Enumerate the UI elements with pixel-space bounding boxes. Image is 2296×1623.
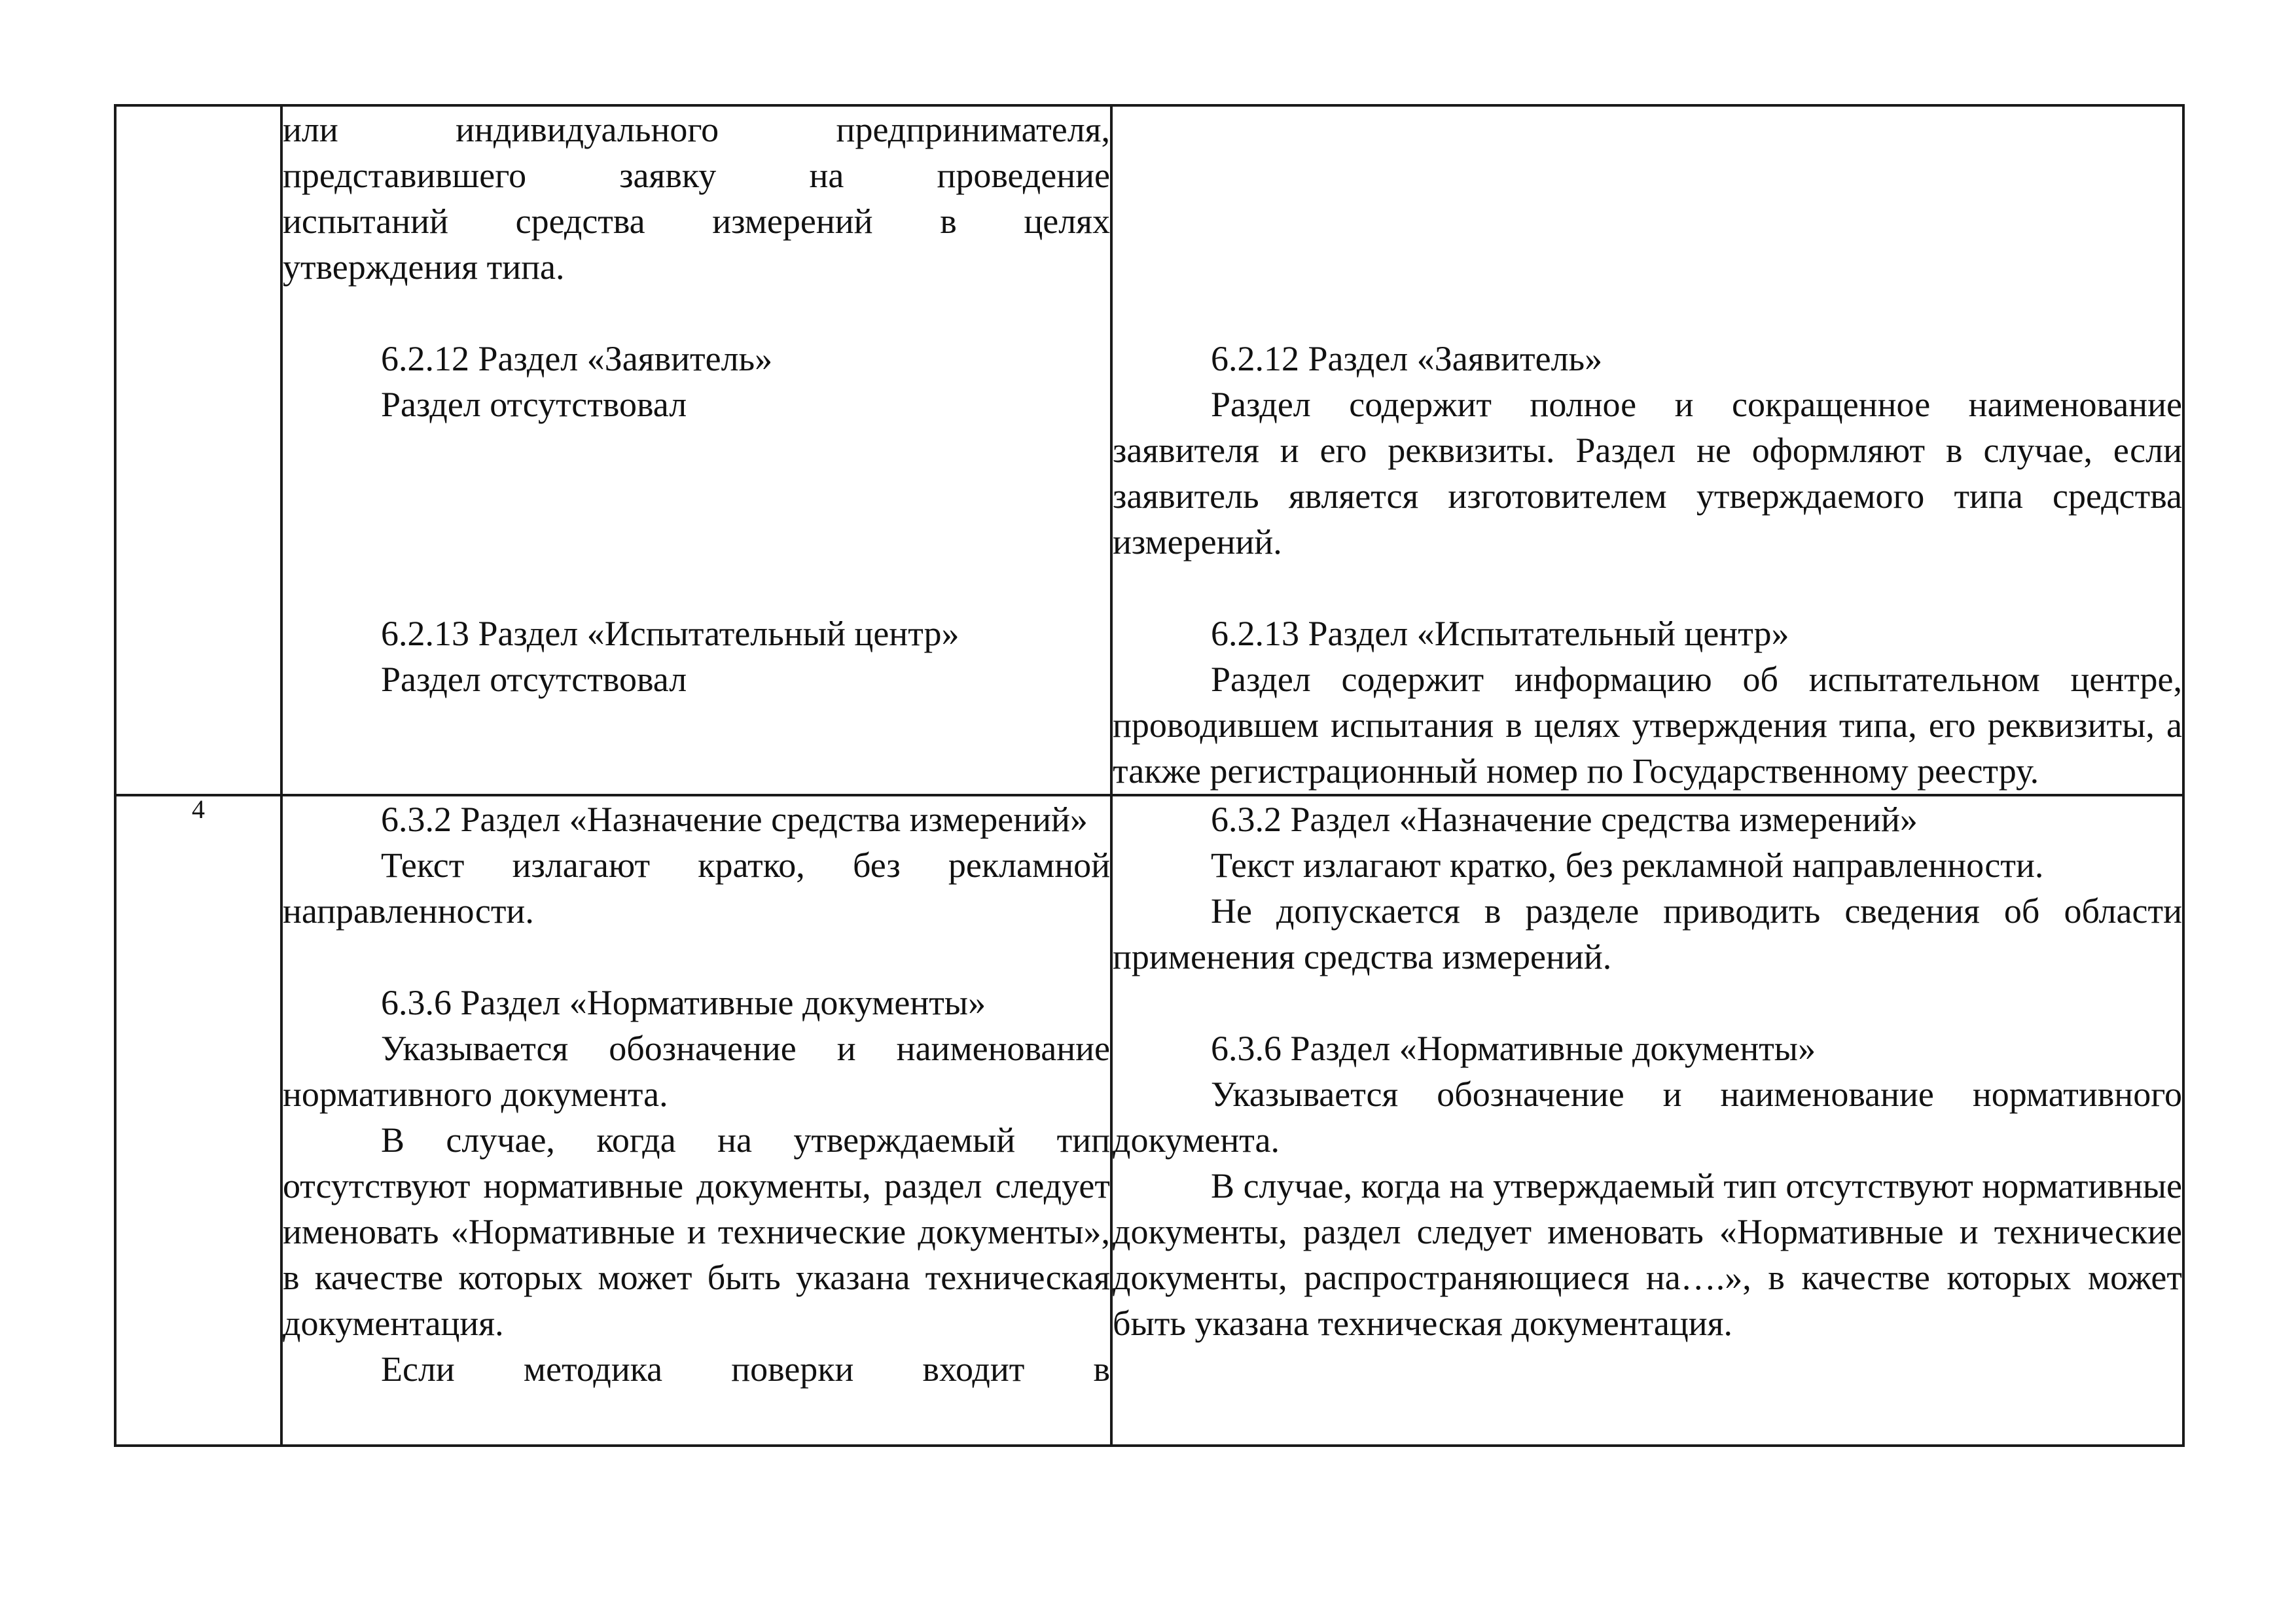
table-row <box>115 795 2183 1446</box>
old-paragraph: Если методика поверки входит в <box>381 1349 1110 1389</box>
comparison-table <box>114 104 2185 1447</box>
old-text-cell <box>281 105 1111 795</box>
old-paragraph: 6.3.6 Раздел «Нормативные документы» <box>381 983 986 1022</box>
row-number-cell <box>115 105 281 795</box>
old-section-text: Раздел отсутствовал <box>381 660 687 699</box>
new-text-cell <box>1111 105 2183 795</box>
old-section-text: Раздел отсутствовал <box>381 385 687 424</box>
old-paragraph: 6.3.2 Раздел «Назначение средства измерений» <box>381 800 1088 839</box>
old-section-heading: 6.2.12 Раздел «Заявитель» <box>381 339 773 378</box>
new-text-cell <box>1111 795 2183 1446</box>
new-paragraph: 6.3.6 Раздел «Нормативные документы» <box>1211 1029 1816 1068</box>
old-section-heading: 6.2.13 Раздел «Испытательный центр» <box>381 614 960 653</box>
old-paragraph: В случае, когда на утверждаемый тип отсутствуют нормативные документы, раздел следует именовать «Нормативные и технические документы», в качестве которых может быть указана техническая документация. <box>283 1120 1110 1343</box>
new-section-text: Раздел содержит полное и сокращенное наименование заявителя и его реквизиты. Раздел не оформляют в случае, если заявитель является изготовителем утверждаемого типа средства измерений. <box>1113 385 2182 562</box>
new-paragraph: 6.3.2 Раздел «Назначение средства измерений» <box>1211 800 1918 839</box>
new-section-heading: 6.2.12 Раздел «Заявитель» <box>1211 339 1603 378</box>
new-paragraph: Не допускается в разделе приводить сведения об области применения средства измерений. <box>1113 891 2182 976</box>
old-text-cell <box>281 795 1111 1446</box>
old-continuation-line: утверждения типа. <box>283 247 565 287</box>
row-number: 4 <box>192 794 205 824</box>
new-paragraph: В случае, когда на утверждаемый тип отсутствуют нормативные документы, раздел следует именовать «Нормативные и технические документы, распространяющиеся на….», в качестве которых может быть указана техническая документация. <box>1113 1166 2182 1343</box>
new-section-text: Раздел содержит информацию об испытательном центре, проводившем испытания в целях утверждения типа, его реквизиты, а также регистрационный номер по Государственному реестру. <box>1113 660 2182 791</box>
row-number-cell <box>115 795 281 1446</box>
old-continuation-line: или индивидуального предпринимателя, <box>283 110 1110 149</box>
new-section-heading: 6.2.13 Раздел «Испытательный центр» <box>1211 614 1789 653</box>
old-continuation-line: испытаний средства измерений в целях <box>283 202 1110 241</box>
new-paragraph: Указывается обозначение и наименование нормативного документа. <box>1113 1075 2182 1160</box>
table-row <box>115 105 2183 795</box>
old-continuation-line: представившего заявку на проведение <box>283 156 1110 195</box>
new-paragraph: Текст излагают кратко, без рекламной направленности. <box>1211 846 2044 885</box>
old-paragraph: Указывается обозначение и наименование нормативного документа. <box>283 1029 1110 1114</box>
old-paragraph: Текст излагают кратко, без рекламной направленности. <box>283 846 1110 931</box>
